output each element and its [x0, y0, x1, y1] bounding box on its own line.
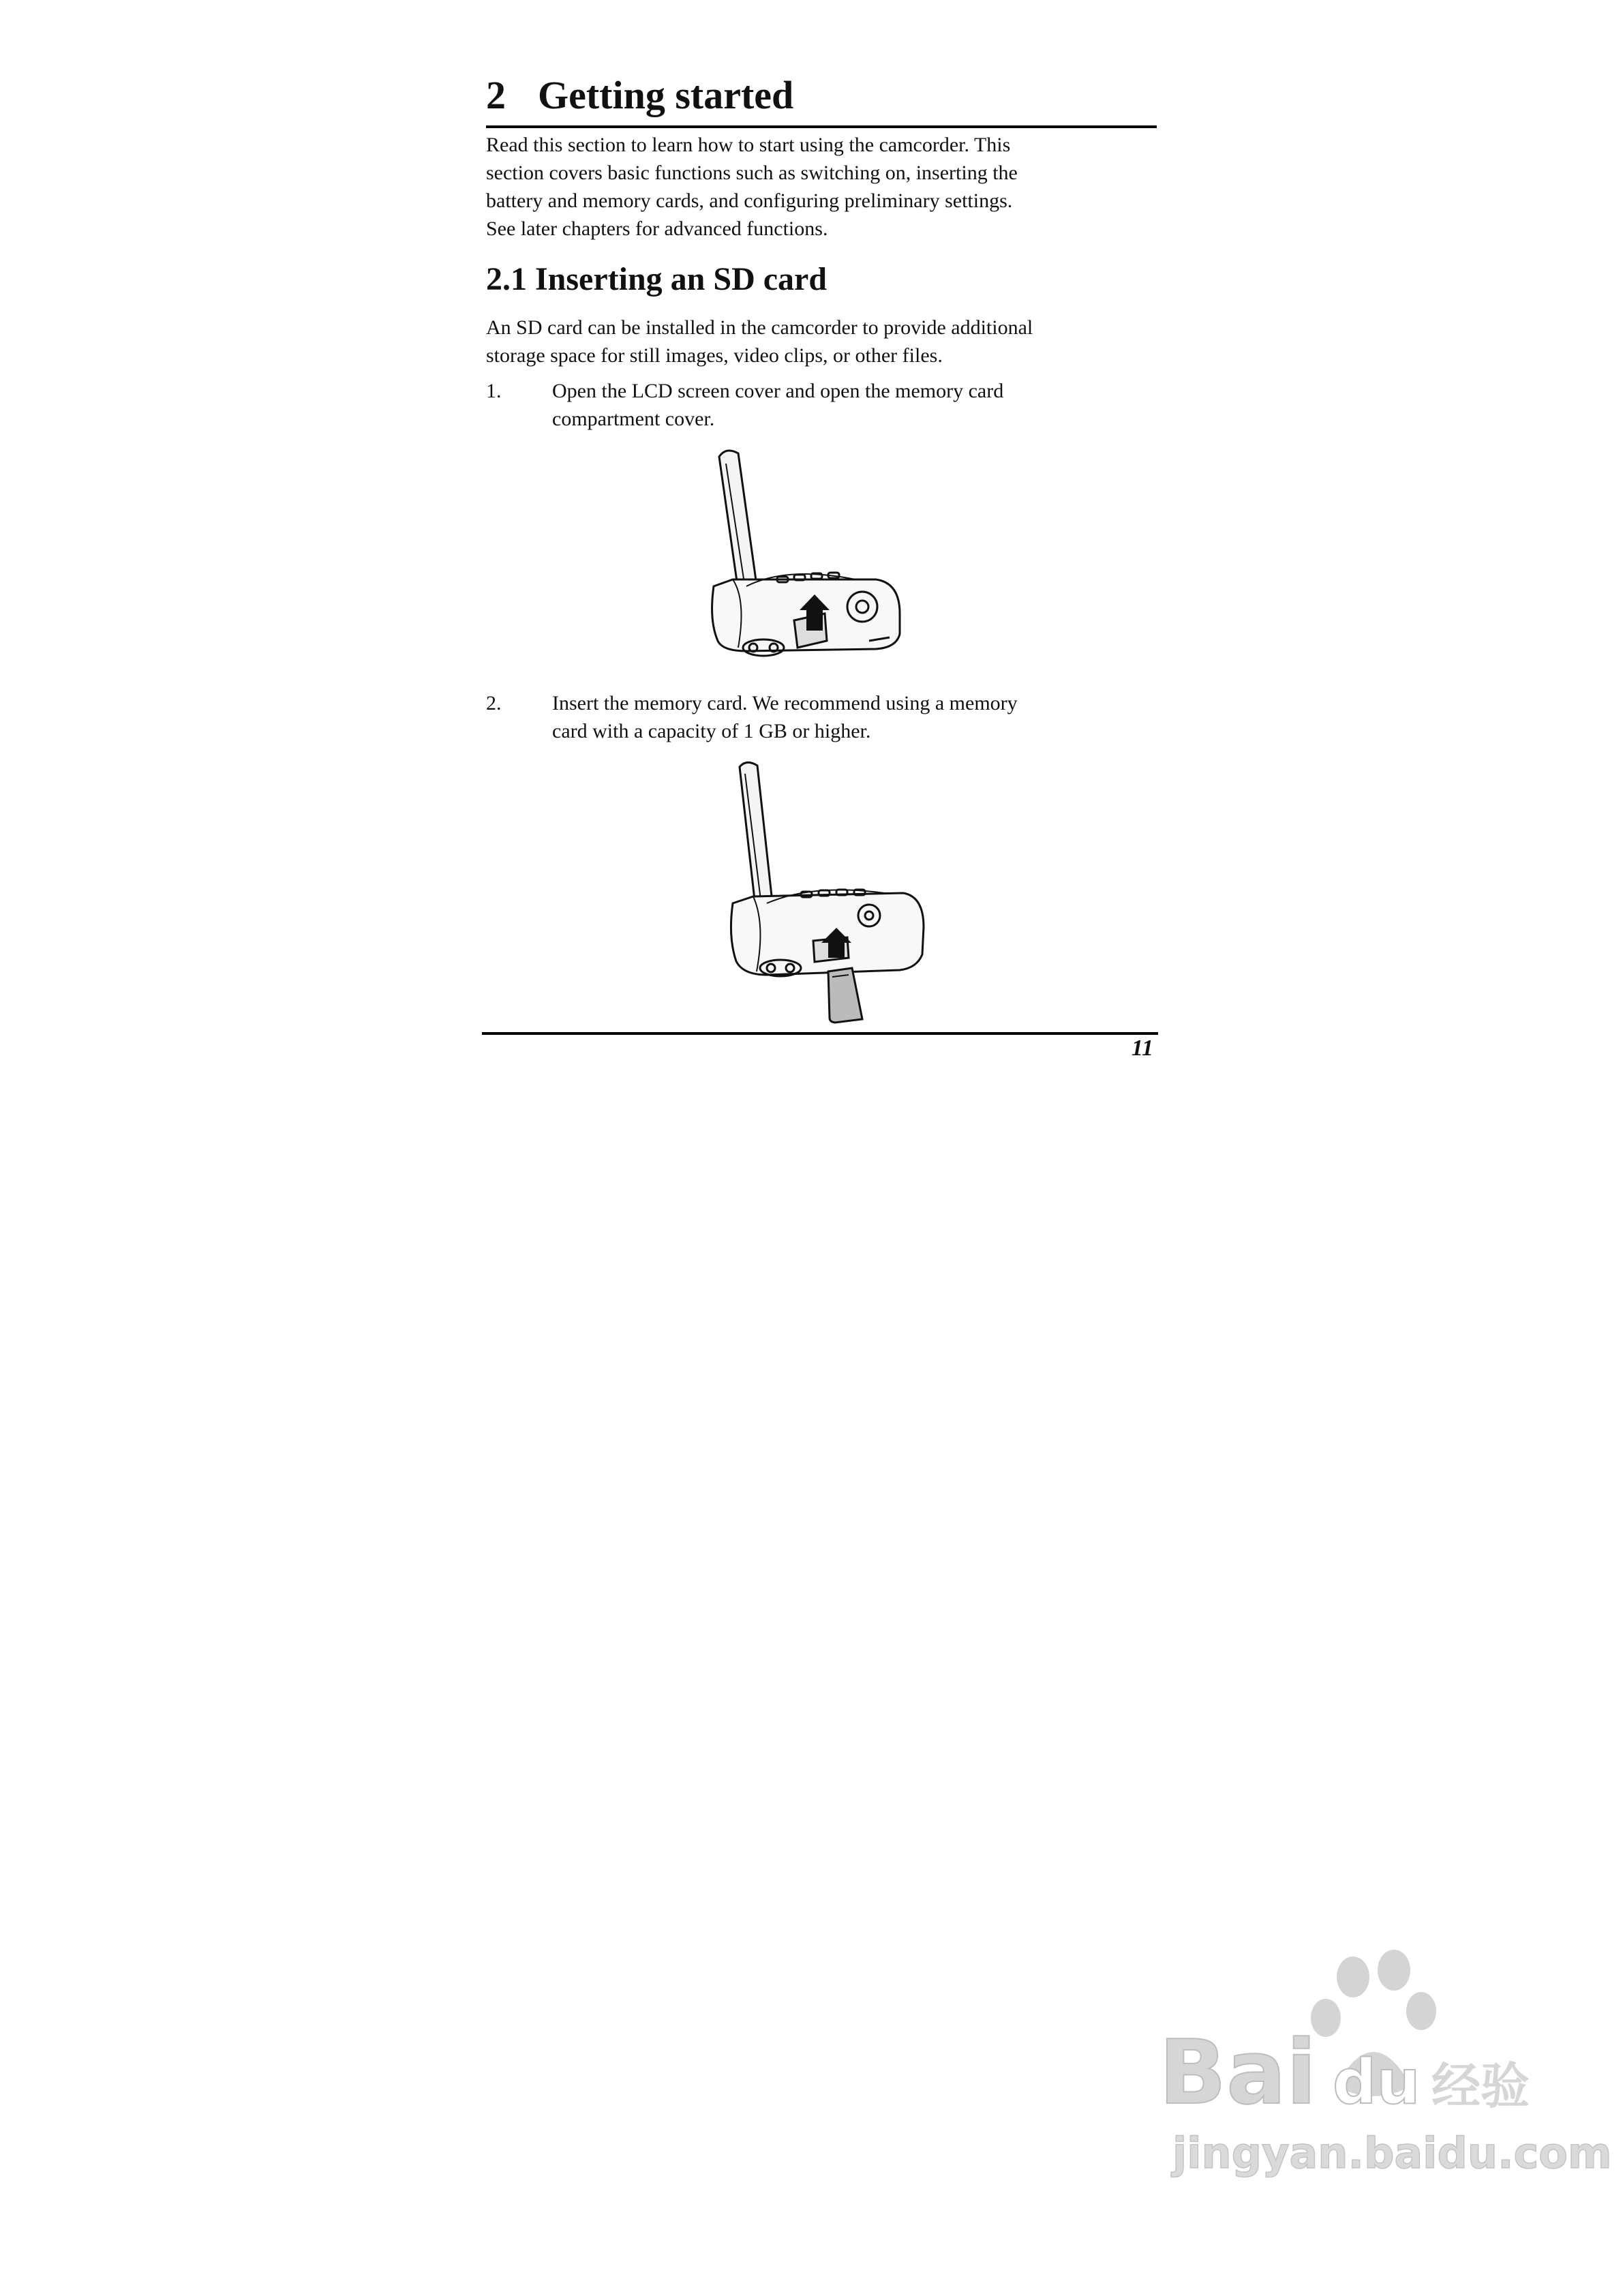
chapter-number: 2 — [486, 73, 506, 117]
page-number: 11 — [1131, 1036, 1153, 1061]
camcorder-insert-sd-card-illustration — [726, 760, 930, 1026]
chapter-intro — [486, 131, 1157, 243]
step-text-line: compartment cover. — [552, 408, 715, 430]
svg-text:经验: 经验 — [1431, 2057, 1530, 2115]
chapter-title: Getting started — [538, 73, 794, 117]
intro-line: battery and memory cards, and configuring preliminary settings. — [486, 190, 1013, 212]
camcorder-open-cover-illustration — [706, 443, 903, 675]
step-text-line: card with a capacity of 1 GB or higher. — [552, 720, 871, 742]
section-intro-line: An SD card can be installed in the camcorder to provide additional — [486, 316, 1033, 339]
svg-text:du: du — [1333, 2046, 1421, 2118]
footer-rule — [482, 1032, 1158, 1035]
step-text-line: Insert the memory card. We recommend using a memory — [552, 692, 1018, 714]
intro-line: section covers basic functions such as switching on, inserting the — [486, 162, 1018, 184]
section-intro-line: storage space for still images, video clips, or other files. — [486, 344, 943, 367]
svg-text:jingyan.baidu.com: jingyan.baidu.com — [1172, 2128, 1612, 2178]
section-heading: 2.1 Inserting an SD card — [486, 261, 828, 297]
intro-line: See later chapters for advanced functions. — [486, 217, 828, 240]
baidu-jingyan-watermark — [1159, 1929, 1612, 2229]
svg-text:Bai: Bai — [1159, 2021, 1317, 2124]
step-text-line: Open the LCD screen cover and open the memory card — [552, 380, 1004, 402]
step-number: 2. — [486, 692, 502, 714]
chapter-heading — [486, 67, 1157, 128]
step-number: 1. — [486, 380, 502, 402]
intro-line: Read this section to learn how to start using the camcorder. This — [486, 134, 1011, 156]
section-intro — [486, 314, 1157, 369]
